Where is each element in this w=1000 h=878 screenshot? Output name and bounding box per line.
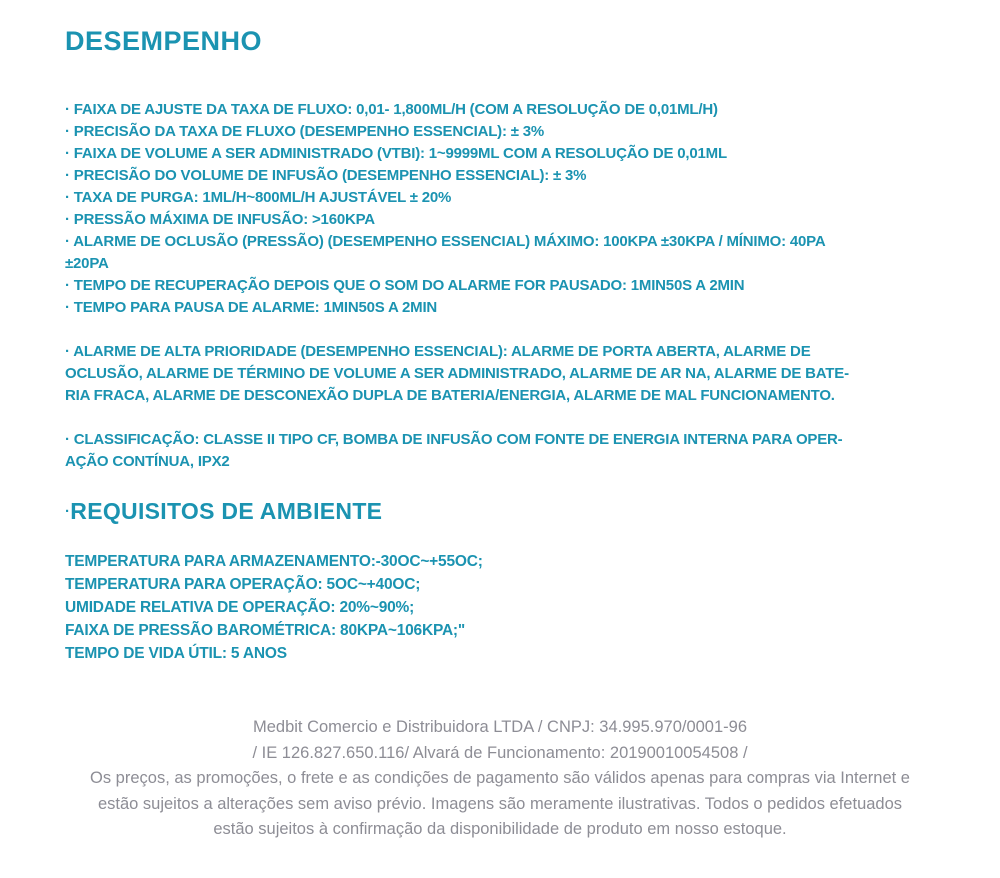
footer-disclaimer-line: Os preços, as promoções, o frete e as condições de pagamento são válidos apenas para compras via Internet e	[90, 769, 910, 787]
section-title-requisitos-label: REQUISITOS DE AMBIENTE	[70, 498, 383, 524]
footer-company-line: / IE 126.827.650.116/ Alvará de Funcionamento: 20190010054508 /	[252, 743, 748, 762]
high-priority-alarm-paragraph	[65, 341, 938, 407]
classification-line: · CLASSIFICAÇÃO: CLASSE II TIPO CF, BOMBA DE INFUSÃO COM FONTE DE ENERGIA INTERNA PARA OPER-	[65, 431, 843, 448]
environment-spec-list	[65, 550, 938, 665]
env-spec-line: TEMPERATURA PARA OPERAÇÃO: 5OC~+40OC;	[65, 576, 421, 593]
spec-line: · PRESSÃO MÁXIMA DE INFUSÃO: >160KPA	[65, 211, 375, 228]
footer-disclaimer-line: estão sujeitos à confirmação da disponibilidade de produto em nosso estoque.	[213, 820, 787, 838]
spec-line: · TAXA DE PURGA: 1ML/H~800ML/H AJUSTÁVEL ± 20%	[65, 189, 452, 206]
classification-line: AÇÃO CONTÍNUA, IPX2	[65, 453, 230, 470]
env-spec-line: TEMPO DE VIDA ÚTIL: 5 ANOS	[65, 645, 287, 662]
footer-company-line: Medbit Comercio e Distribuidora LTDA / CNPJ: 34.995.970/0001-96	[252, 718, 748, 736]
classification-paragraph	[65, 429, 938, 473]
alarm-priority-line: OCLUSÃO, ALARME DE TÉRMINO DE VOLUME A SER ADMINISTRADO, ALARME DE AR NA, ALARME DE BATE-	[65, 365, 849, 382]
spec-line: · FAIXA DE AJUSTE DA TAXA DE FLUXO: 0,01- 1,800ML/H (COM A RESOLUÇÃO DE 0,01ML/H)	[65, 101, 718, 118]
section-title-desempenho: DESEMPENHO	[65, 26, 263, 56]
spec-line: · TEMPO PARA PAUSA DE ALARME: 1MIN50S A 2MIN	[65, 299, 438, 316]
bullet-icon: ·	[65, 503, 71, 520]
spec-line: · PRECISÃO DO VOLUME DE INFUSÃO (DESEMPENHO ESSENCIAL): ± 3%	[65, 167, 587, 184]
env-spec-line: TEMPERATURA PARA ARMAZENAMENTO:-30OC~+55OC;	[65, 553, 483, 570]
footer-disclaimer-line: estão sujeitos a alterações sem aviso prévio. Imagens são meramente ilustrativas. Todos o pedidos efetuados	[97, 794, 903, 813]
spec-line-wrap: ±20PA	[65, 255, 109, 272]
env-spec-line: UMIDADE RELATIVA DE OPERAÇÃO: 20%~90%;	[65, 599, 415, 616]
store-footer-disclaimer	[0, 715, 1000, 843]
alarm-priority-line: · ALARME DE ALTA PRIORIDADE (DESEMPENHO ESSENCIAL): ALARME DE PORTA ABERTA, ALARME DE	[65, 343, 811, 360]
performance-spec-list	[65, 99, 945, 319]
env-spec-line: FAIXA DE PRESSÃO BAROMÉTRICA: 80KPA~106KPA;"	[65, 622, 466, 639]
spec-line: · PRECISÃO DA TAXA DE FLUXO (DESEMPENHO ESSENCIAL): ± 3%	[65, 123, 545, 140]
spec-line: · FAIXA DE VOLUME A SER ADMINISTRADO (VTBI): 1~9999ML COM A RESOLUÇÃO DE 0,01ML	[65, 145, 727, 162]
alarm-priority-line: RIA FRACA, ALARME DE DESCONEXÃO DUPLA DE BATERIA/ENERGIA, ALARME DE MAL FUNCIONAMENTO.	[65, 387, 835, 404]
spec-line: · ALARME DE OCLUSÃO (PRESSÃO) (DESEMPENHO ESSENCIAL) MÁXIMO: 100KPA ±30KPA / MÍNIMO: 40PA	[65, 233, 826, 250]
section-title-requisitos	[65, 497, 938, 526]
spec-line: · TEMPO DE RECUPERAÇÃO DEPOIS QUE O SOM DO ALARME FOR PAUSADO: 1MIN50S A 2MIN	[65, 277, 745, 294]
